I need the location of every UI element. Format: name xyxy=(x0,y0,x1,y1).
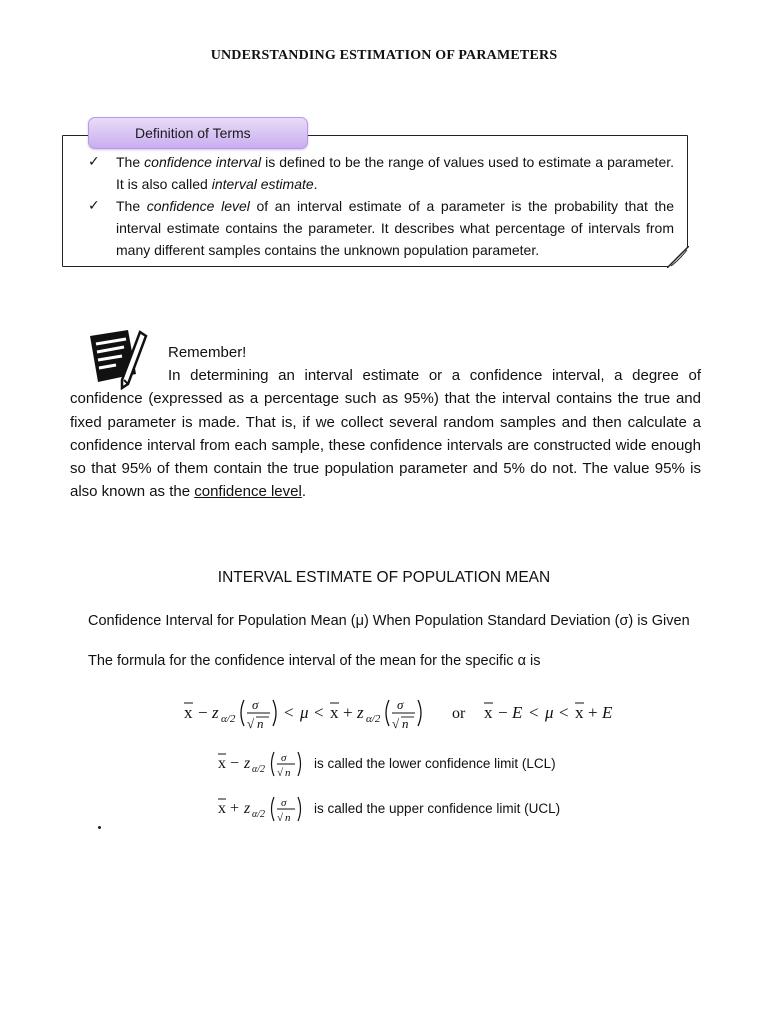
svg-text:x: x xyxy=(218,755,226,772)
checkmark-icon: ✓ xyxy=(88,198,100,214)
definition-tab xyxy=(88,117,308,149)
svg-text:z: z xyxy=(244,800,251,817)
svg-text:x: x xyxy=(330,703,339,722)
svg-text:α/2: α/2 xyxy=(252,809,266,820)
svg-text:√: √ xyxy=(392,716,400,731)
svg-text:z: z xyxy=(357,703,364,722)
ucl-formula xyxy=(214,789,614,829)
svg-text:α/2: α/2 xyxy=(366,713,381,725)
svg-text:x: x xyxy=(575,703,584,722)
ucl-label: is called the upper confidence limit (UCL) xyxy=(314,801,561,816)
svg-text:+: + xyxy=(230,800,240,817)
svg-text:<: < xyxy=(559,703,569,722)
svg-text:z: z xyxy=(244,755,251,772)
remember-paragraph: In determining an interval estimate or a confidence interval, a degree of confidence (expressed as a percentage such as 95%) that the interval contains the true and fixed parameter is made. That is, if we collect several random samples and then calculate a confidence interval from each sample, these confidence intervals are constructed wide enough so that 95% of them contain the true population parameter and 5% do not. The value 95% is also known as the confidence level. xyxy=(70,367,701,501)
checkmark-icon: ✓ xyxy=(88,154,100,170)
svg-text:√: √ xyxy=(277,767,284,779)
svg-text:μ: μ xyxy=(545,703,554,722)
svg-text:<: < xyxy=(314,703,324,722)
svg-text:<: < xyxy=(529,703,539,722)
svg-text:n: n xyxy=(402,716,409,731)
svg-text:x: x xyxy=(484,703,493,722)
stray-bullet-dot xyxy=(98,826,101,829)
remember-heading: Remember! xyxy=(168,344,247,361)
svg-text:√: √ xyxy=(247,716,255,731)
definition-tab-label: Definition of Terms xyxy=(135,125,251,141)
definition-item xyxy=(88,151,674,195)
definition-text: The confidence interval is defined to be the range of values used to estimate a parameter. It is also called interval estimate. xyxy=(116,154,675,192)
confidence-level-term: confidence level xyxy=(194,483,302,501)
svg-text:x: x xyxy=(218,800,226,817)
svg-text:σ: σ xyxy=(281,752,287,764)
svg-text:x: x xyxy=(184,703,193,722)
svg-text:α/2: α/2 xyxy=(252,764,266,775)
svg-text:−: − xyxy=(198,703,208,722)
svg-text:E: E xyxy=(512,703,523,722)
svg-text:+: + xyxy=(588,703,598,722)
section-title: INTERVAL ESTIMATE OF POPULATION MEAN xyxy=(217,569,551,586)
svg-text:μ: μ xyxy=(300,703,309,722)
svg-text:n: n xyxy=(285,767,291,779)
lcl-label: is called the lower confidence limit (LCL) xyxy=(314,756,556,771)
lcl-formula xyxy=(214,744,614,784)
formula-intro: The formula for the confidence interval of the mean for the specific α is xyxy=(88,653,541,669)
svg-text:−: − xyxy=(230,755,240,772)
svg-text:E: E xyxy=(602,703,613,722)
svg-text:−: − xyxy=(498,703,508,722)
svg-text:√: √ xyxy=(277,812,284,824)
svg-text:n: n xyxy=(285,812,291,824)
definition-item xyxy=(88,195,674,261)
svg-text:z: z xyxy=(212,703,219,722)
svg-text:+: + xyxy=(343,703,353,722)
or-word: or xyxy=(452,705,466,722)
svg-text:<: < xyxy=(284,703,294,722)
svg-text:σ: σ xyxy=(252,697,259,712)
svg-text:n: n xyxy=(257,716,264,731)
page-title: UNDERSTANDING ESTIMATION OF PARAMETERS xyxy=(210,48,558,63)
confidence-interval-formula xyxy=(180,688,630,738)
definition-text: The confidence level of an interval estimate of a parameter is the probability that the interval estimate contains the parameter. It describes what percentage of intervals from many different samples contains the unknown population parameter. xyxy=(116,198,674,258)
svg-text:σ: σ xyxy=(397,697,404,712)
ci-heading: Confidence Interval for Population Mean (μ) When Population Standard Deviation (σ) is Given xyxy=(88,613,690,629)
svg-text:α/2: α/2 xyxy=(221,713,236,725)
svg-text:σ: σ xyxy=(281,797,287,809)
